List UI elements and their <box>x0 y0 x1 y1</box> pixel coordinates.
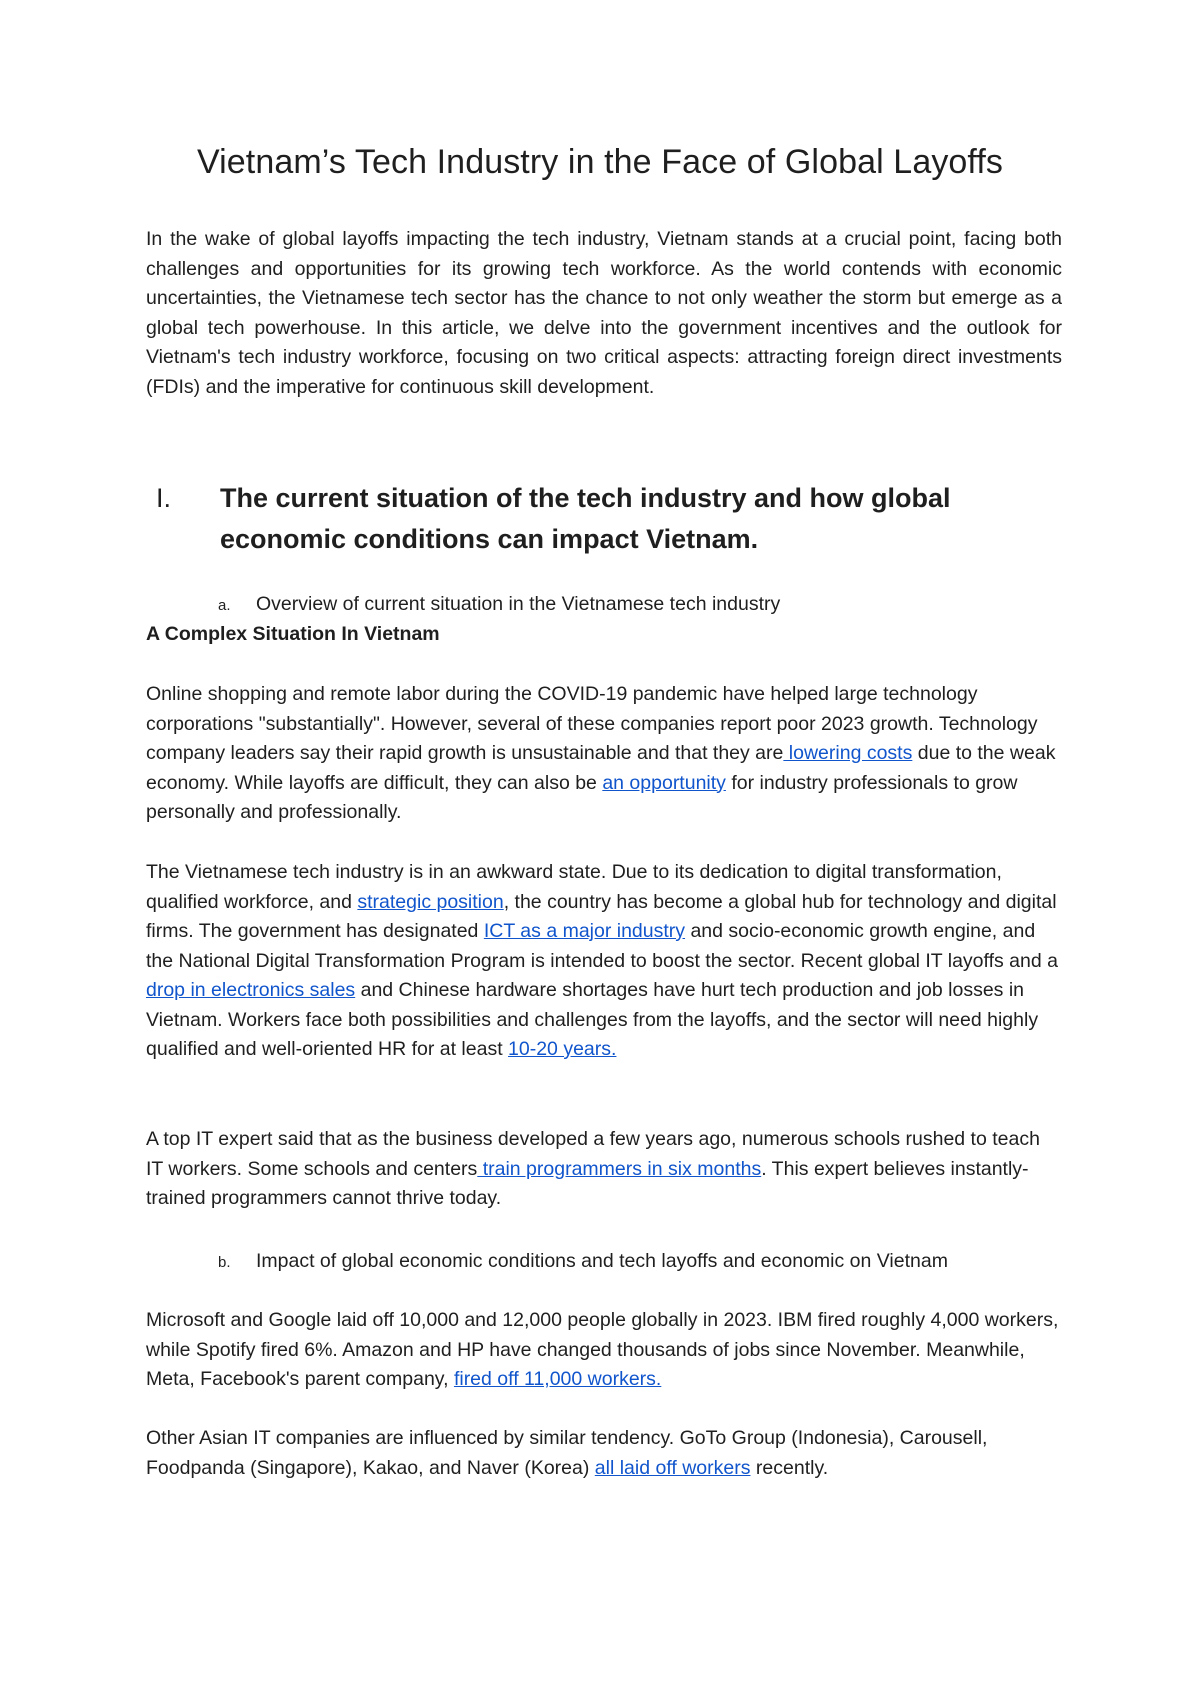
text-run: The Vietnamese tech industry is in an awkward state. Due to its dedication to digital transformation, qualified workforce, and <box>146 861 1002 913</box>
subsection-a <box>218 590 780 620</box>
complex-situation-heading: A Complex Situation In Vietnam <box>146 623 440 645</box>
link-10-20-years[interactable]: 10-20 years. <box>508 1038 617 1060</box>
intro-paragraph: In the wake of global layoffs impacting the tech industry, Vietnam stands at a crucial point, facing both challenges and opportunities for its growing tech workforce. As the world contends with economic uncertainties, the Vietnamese tech sector has the chance to not only weather the storm but emerge as a global tech powerhouse. In this article, we delve into the government incentives and the outlook for Vietnam's tech industry workforce, focusing on two critical aspects: attracting foreign direct investments (FDIs) and the imperative for continuous skill development. <box>146 228 1062 398</box>
text-run: Other Asian IT companies are influenced by similar tendency. GoTo Group (Indonesia), Carousell, Foodpanda (Singapore), Kakao, and Naver (Korea) <box>146 1427 988 1479</box>
section-heading-1 <box>156 478 1056 560</box>
paragraph-it-expert <box>146 1125 1062 1214</box>
paragraph-global-layoffs <box>146 1306 1062 1395</box>
subsection-letter: a. <box>218 597 231 614</box>
link-lowering-costs[interactable]: lowering costs <box>783 742 913 764</box>
link-an-opportunity[interactable]: an opportunity <box>602 771 726 794</box>
text-run: , the country has become a global hub for technology and digital firms. The government has designated <box>146 890 1057 942</box>
link-ict-major-industry[interactable]: ICT as a major industry <box>483 920 686 942</box>
text-run: . This expert believes instantly-trained programmers cannot thrive today. <box>146 1157 1029 1209</box>
text-run: due to the weak economy. While layoffs are difficult, they can also be <box>146 742 1056 794</box>
text-run: A top IT expert said that as the business developed a few years ago, numerous schools rushed to teach IT workers. Some schools and centers <box>146 1128 1040 1180</box>
subsection-b <box>218 1247 948 1277</box>
text-run: and socio-economic growth engine, and the National Digital Transformation Program is intended to boost the sector. Recent global IT layoffs and a <box>146 920 1058 972</box>
text-run: and Chinese hardware shortages have hurt tech production and job losses in Vietnam. Workers face both possibilities and challenges from the layoffs, and the sector will need highly qualified and well-oriented HR for at least <box>146 979 1039 1060</box>
subsection-text: Impact of global economic conditions and tech layoffs and economic on Vietnam <box>256 1250 948 1272</box>
text-run: recently. <box>750 1456 829 1479</box>
subsection-letter: b. <box>218 1254 231 1271</box>
subsection-text: Overview of current situation in the Vietnamese tech industry <box>256 593 781 615</box>
section-number: I. <box>156 483 172 513</box>
section-heading-text: The current situation of the tech industry and how global economic conditions can impact Vietnam. <box>220 483 951 554</box>
text-run: Microsoft and Google laid off 10,000 and 12,000 people globally in 2023. IBM fired roughly 4,000 workers, while Spotify fired 6%. Amazon and HP have changed thousands of jobs since November. Meanwhile, Meta, Facebook's parent company, <box>146 1309 1059 1390</box>
document-title: Vietnam’s Tech Industry in the Face of Global Layoffs <box>196 143 1004 181</box>
link-fired-off-11000[interactable]: fired off 11,000 workers. <box>453 1368 662 1390</box>
link-train-programmers[interactable]: train programmers in six months <box>477 1157 762 1180</box>
paragraph-awkward-state <box>146 858 1062 1065</box>
text-run: for industry professionals to grow personally and professionally. <box>146 771 1018 823</box>
link-drop-in-electronics-sales[interactable]: drop in electronics sales <box>146 979 356 1001</box>
link-all-laid-off-workers[interactable]: all laid off workers <box>594 1456 751 1479</box>
link-strategic-position[interactable]: strategic position <box>357 890 504 913</box>
paragraph-covid <box>146 680 1062 828</box>
paragraph-asian-companies <box>146 1424 1062 1483</box>
text-run: Online shopping and remote labor during the COVID-19 pandemic have helped large technology corporations "substantially". However, several of these companies report poor 2023 growth. Technology company leaders say their rapid growth is unsustainable and that they are <box>146 683 1038 764</box>
